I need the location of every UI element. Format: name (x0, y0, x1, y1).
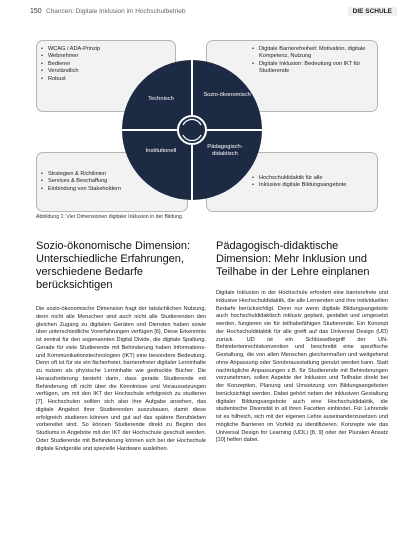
technical-item: • Bediener (48, 61, 175, 68)
dimensions-diagram (36, 40, 376, 212)
left-paragraph: Die sozio-ökonomische Dimension fragt der tatsächlichen Nutzung, denn nicht alle Menschen sind auch nicht alle Studierenden den gleichen Zugang zu digitalen Geräten und Diensten haben sowie über unterschiedliche Vorerfahrungen verfügen [6]. Diese Erkenntnis ist zentral für den sogenannten Digital Divide, die digitale Spaltung. Gerade für viele Studierende mit Behinderung haben Informations- und Kommunikationstechnologien (IKT) eine besondere Bedeutung. Denn oft ist für sie ein fächerfreier, barrierefreier digitaler Lerninhalte zu nutzen als physische Lerninhalte wie gedruckte Bücher. Die Herausforderung besteht darin, dass gerade Studierende mit Behinderung oft nicht über die Kenntnisse und Voraussetzungen verfügen, um mit den IKT der Hochschule erfolgreich zu studieren [7]. Hochschulen sollten sich also ihre Aufgabe ansehen, das digitale Angebot ihrer Studierenden auszubauen, damit diese erfolgreich studieren können und gut auf das spätere Berufsleben vorbereitet sind. So können Studierende direkt zu Beginn des Studiums in Angebote mit der IKT der Hochschule geschult werden. Oder Studierende mit Behinderung können sich bei der Hochschule digitale Endgeräte und spezielle Hardware ausleihen. (36, 306, 206, 452)
socioeconomic-item: • Digitale Barrierefreiheit: Motivation, digitale Kompetenz, Nutzung (259, 46, 377, 61)
quadrant-institutional: Institutionell (145, 148, 177, 154)
technical-item: • Webnehmer (48, 53, 175, 60)
socioeconomic-item: • Digitale Inklusion: Bedeutung von IKT für Studierende (259, 61, 377, 76)
left-heading: Sozio-ökonomische Dimension: Unterschiedliche Erfahrungen, verschiedene Bedarfe berücksichtigen (36, 240, 191, 291)
right-heading: Pädagogisch-didaktische Dimension: Mehr Inklusion und Teilhabe in der Lehre einplanen (216, 240, 370, 278)
running-title: Chancen: Digitale Inklusion im Hochschulbetrieb (46, 8, 186, 15)
pedagogical-item: • Inklusive digitale Bildungsangebote (259, 182, 377, 189)
left-body (36, 306, 206, 453)
quadrant-pedagogical: Pädagogisch-didaktisch (207, 144, 243, 157)
dimensions-circle (116, 58, 268, 203)
figure-caption: Abbildung 1: Vier Dimensionen digitaler Inklusion in der Bildung. (36, 214, 184, 220)
page-header (0, 7, 413, 23)
institutional-item: • Strategien & Richtlinien (48, 171, 187, 178)
technical-item: • Robust (48, 76, 175, 83)
section-tag: DIE SCHULE (348, 7, 397, 16)
page-number: 150 (30, 8, 42, 15)
pedagogical-item: • Hochschuldidaktik für alle (259, 175, 377, 182)
quadrant-socioeconomic: Sozio-ökonomisch (203, 92, 251, 98)
technical-item: • Verständlich (48, 68, 175, 75)
technical-item: • WCAG / ADA-Prinzip (48, 46, 175, 53)
institutional-item: • Services & Beschaffung (48, 178, 187, 185)
institutional-item: • Einbindung von Stakeholdern (48, 186, 187, 193)
right-paragraph: Digitale Inklusion in der Hochschule erfordert eine barrierefreie und inklusive Hochschuldidaktik, die alle Lernenden und ihre individuellen Bedarfe berücksichtigt. Denn nur wenn digitale Bildungsangebote auch hochschuldidaktisch inklusiv geplant, gestaltet und umgesetzt werden, fungieren sie für teilhabefähigen Studierende. Ein Konzept der Hochschuldidaktik für alle greift auf das Universal Design (UD) zurück. UD ist ein Schlüsselbegriff der UN-Behindertenrechtskonvention und beschreibt eine spezifische Gestaltung, die von allen Menschen gleichermaßen und weitgehend ohne Anpassung oder Sonderausstattung genutzt werden kann. Statt nachträgliche Anpassungen z.B. für Studierende mit Behinderungen vorzunehmen, sollen Aspekte der Inklusion und Teilhabe direkt bei der Konzeption, Planung und Umsetzung von Bildungsangeboten berücksichtigt werden. Dabei gehört neben der inklusiven Gestaltung digitaler Bildungsangebote auch eine Hochschuldidaktik, die studentische Diversität in all ihren Facetten einbindet. Für Lehrende ist es hilfreich, sich mit der eigenen Lehre auseinanderzusetzen und mögliche Barrieren im Vorfeld zu identifizieren. Konzepte wie das Universal Design for Learning (UDL) [8, 9] oder der Pluralen Ansatz [10] helfen dabei. (216, 290, 388, 444)
quadrant-technical: Technisch (148, 96, 174, 102)
right-body (216, 290, 388, 445)
